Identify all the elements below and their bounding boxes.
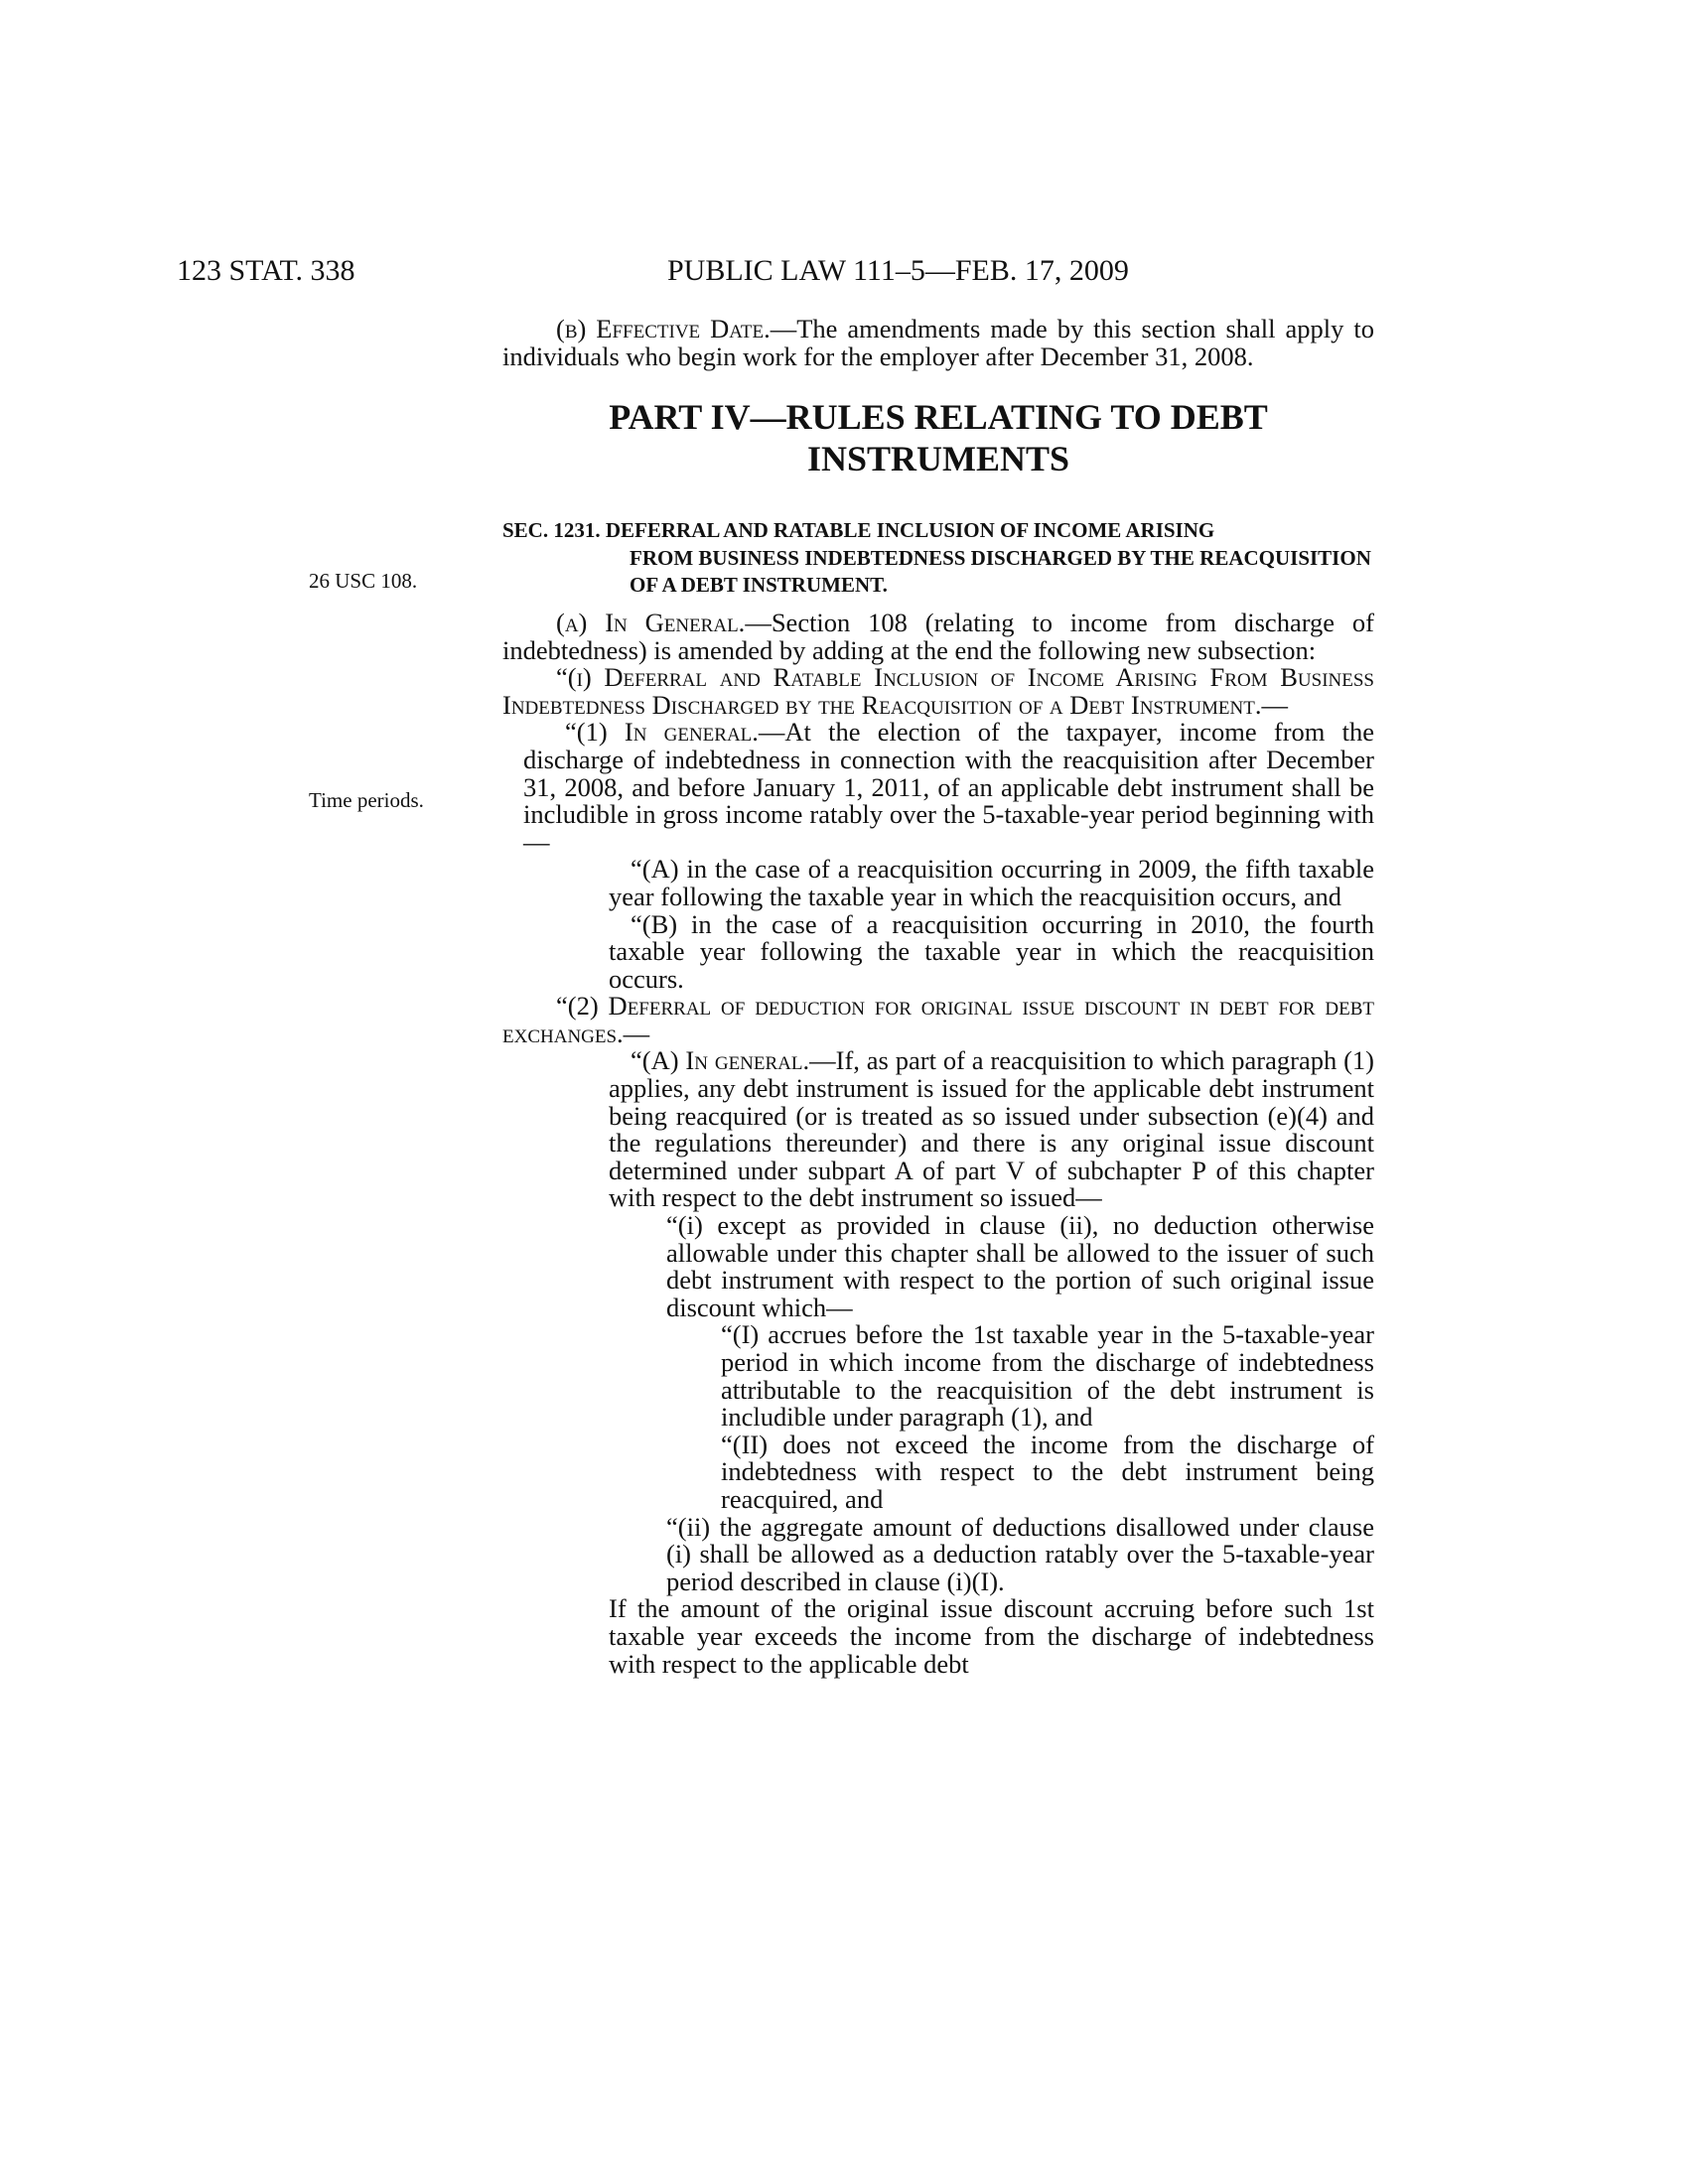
margin-note-time-periods: Time periods.	[309, 788, 424, 812]
paragraph-1-text: —At the election of the taxpayer, income from the discharge of indebtedness in connection with the reacquisition after December 31, 2008, and before January 1, 2011, of an applicable debt instrument shall be includible in gross income ratably over the 5-taxable-year period beginning with—	[523, 717, 1374, 857]
paragraph-1-subparagraph-a: “(A) in the case of a reacquisition occurring in 2009, the fifth taxable year following the taxable year in which the reacquisition occurs, and	[609, 854, 1374, 911]
subsection-a-text: —Section 108 (relating to income from discharge of indebtedness) is amended by adding at the end the following new subsection:	[502, 607, 1374, 665]
effective-date-paragraph	[502, 316, 1374, 370]
paragraph-1	[502, 719, 1374, 856]
paragraph-2-subparagraph-a	[502, 1047, 1374, 1212]
effective-date-label: (b) Effective Date.	[556, 314, 771, 343]
clause-i	[502, 1212, 1374, 1321]
effective-date-text: —The amendments made by this section shall apply to individuals who begin work for the employer after December 31, 2008.	[502, 314, 1374, 371]
subsection-a	[502, 607, 1374, 665]
statute-citation: 123 STAT. 338	[177, 254, 355, 287]
subclause-I: “(I) accrues before the 1st taxable year in the 5-taxable-year period in which income from the discharge of indebtedness attributable to the reacquisition of the debt instrument is includible under paragraph (1), and	[721, 1319, 1374, 1433]
section-heading	[502, 517, 1374, 600]
paragraph-2a-label: “(A) In general.	[631, 1045, 810, 1076]
paragraph-1-subparagraph-b: “(B) in the case of a reacquisition occurring in 2010, the fourth taxable year following the taxable year in which the reacquisition occurs.	[609, 908, 1374, 994]
margin-note-usc: 26 USC 108.	[309, 569, 418, 593]
paragraph-2a-text: —If, as part of a reacquisition to which paragraph (1) applies, any debt instrument is issued for the applicable debt instrument being reacquired (or is treated as so issued under subsection (e)(4) and the regulations thereunder) and there is any original issue discount determined under subpart A of part V of subchapter P of this chapter with respect to the debt instrument so issued—	[609, 1045, 1375, 1213]
part-title-line-1: PART IV—RULES RELATING TO DEBT	[609, 397, 1268, 438]
part-title	[502, 396, 1374, 479]
section-number: SEC. 1231.	[502, 518, 601, 543]
public-law-heading: PUBLIC LAW 111–5—FEB. 17, 2009	[667, 254, 1129, 287]
clause-i-text: “(i) except as provided in clause (ii), no deduction otherwise allowable under this chapter shall be allowed to the issuer of such debt instrument with respect to the portion of such original issue discount which—	[666, 1210, 1374, 1322]
trailing-paragraph: If the amount of the original issue discount accruing before such 1st taxable year exceeds the income from the discharge of indebtedness with respect to the applicable debt	[609, 1593, 1374, 1679]
clause-ii: “(ii) the aggregate amount of deductions disallowed under clause (i) shall be allowed as a deduction ratably over the 5-taxable-year period described in clause (i)(I).	[666, 1511, 1374, 1596]
document-body	[502, 316, 1374, 1678]
paragraph-2-heading: “(2) Deferral of deduction for original issue discount in debt for debt exchanges.—	[502, 991, 1374, 1048]
section-heading-line-1: DEFERRAL AND RATABLE INCLUSION OF INCOME ARISING	[605, 518, 1215, 543]
paragraph-1-label: “(1) In general.	[565, 717, 759, 748]
subsection-a-label: (a) In General.	[556, 607, 746, 637]
subclause-II: “(II) does not exceed the income from the discharge of indebtedness with respect to the debt instrument being reacquired, and	[721, 1429, 1374, 1514]
subsection-i-heading: “(i) Deferral and Ratable Inclusion of Income Arising From Business Indebtedness Discharged by the Reacquisition of a Debt Instrument.—	[502, 662, 1374, 720]
part-title-line-2: INSTRUMENTS	[806, 439, 1070, 479]
section-heading-rest: FROM BUSINESS INDEBTEDNESS DISCHARGED BY THE REACQUISITION OF A DEBT INSTRUMENT.	[630, 545, 1371, 598]
